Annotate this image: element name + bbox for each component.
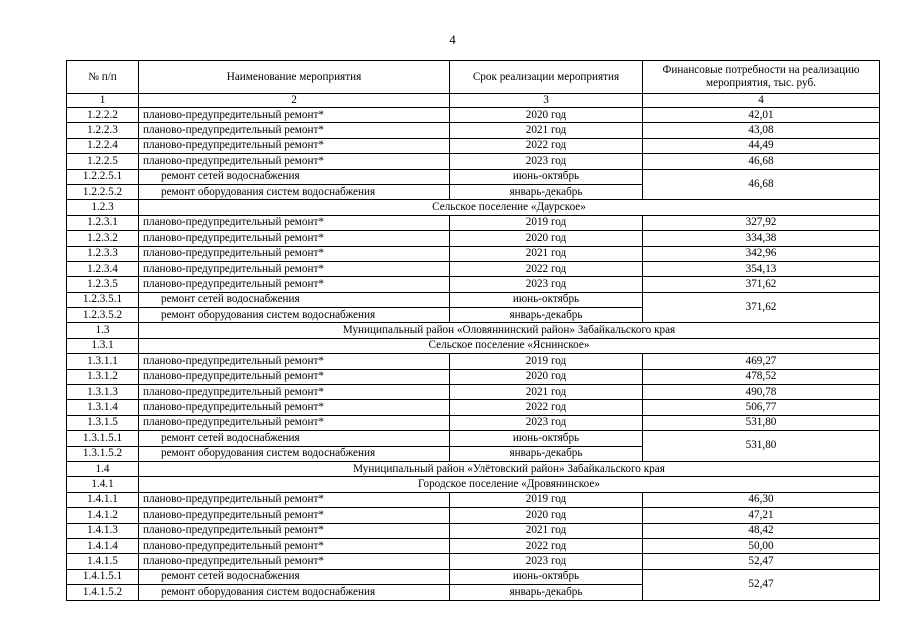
activity-name: ремонт сетей водоснабжения	[139, 292, 450, 307]
activity-term: 2020 год	[450, 231, 643, 246]
activity-finance: 46,30	[643, 492, 880, 507]
activity-name: ремонт сетей водоснабжения	[139, 431, 450, 446]
activity-name: планово-предупредительный ремонт*	[139, 385, 450, 400]
activity-term: январь-декабрь	[450, 585, 643, 600]
row-number: 1.4.1.5.1	[67, 569, 139, 584]
activity-term: июнь-октябрь	[450, 292, 643, 307]
row-number: 1.4.1.4	[67, 538, 139, 553]
activity-finance: 506,77	[643, 400, 880, 415]
row-number: 1.2.2.5.2	[67, 184, 139, 199]
row-number: 1.3.1.5.2	[67, 446, 139, 461]
row-number: 1.4	[67, 461, 139, 476]
column-index: 4	[643, 94, 880, 108]
table-row	[67, 169, 880, 184]
table-row	[67, 369, 880, 384]
column-index-row	[67, 94, 880, 108]
activity-finance: 43,08	[643, 123, 880, 138]
activity-term: 2023 год	[450, 415, 643, 430]
activity-name: ремонт сетей водоснабжения	[139, 569, 450, 584]
table-row	[67, 123, 880, 138]
activity-name: планово-предупредительный ремонт*	[139, 138, 450, 153]
table-row	[67, 508, 880, 523]
table-row	[67, 554, 880, 569]
table-row	[67, 215, 880, 230]
header-name: Наименование мероприятия	[139, 61, 450, 94]
row-number: 1.2.3.2	[67, 231, 139, 246]
activity-term: 2021 год	[450, 246, 643, 261]
activity-finance: 334,38	[643, 231, 880, 246]
activity-name: планово-предупредительный ремонт*	[139, 554, 450, 569]
activity-name: планово-предупредительный ремонт*	[139, 277, 450, 292]
table-row	[67, 354, 880, 369]
activity-name: планово-предупредительный ремонт*	[139, 154, 450, 169]
activity-term: 2022 год	[450, 400, 643, 415]
table-row	[67, 138, 880, 153]
section-title: Сельское поселение «Даурское»	[139, 200, 880, 215]
activities-table	[66, 60, 880, 601]
table-row	[67, 492, 880, 507]
activity-term: 2020 год	[450, 108, 643, 123]
activity-finance: 52,47	[643, 554, 880, 569]
row-number: 1.4.1.2	[67, 508, 139, 523]
row-number: 1.3.1.5.1	[67, 431, 139, 446]
activity-finance: 371,62	[643, 292, 880, 323]
activity-term: 2019 год	[450, 215, 643, 230]
column-index: 3	[450, 94, 643, 108]
section-row	[67, 477, 880, 492]
activity-term: 2020 год	[450, 369, 643, 384]
activity-finance: 490,78	[643, 385, 880, 400]
activity-finance: 50,00	[643, 538, 880, 553]
table-row	[67, 538, 880, 553]
table-row	[67, 277, 880, 292]
activity-term: июнь-октябрь	[450, 431, 643, 446]
activity-term: июнь-октябрь	[450, 169, 643, 184]
row-number: 1.2.2.3	[67, 123, 139, 138]
table-row	[67, 246, 880, 261]
row-number: 1.2.2.2	[67, 108, 139, 123]
activity-finance: 531,80	[643, 415, 880, 430]
row-number: 1.2.2.5	[67, 154, 139, 169]
section-row	[67, 323, 880, 338]
activity-name: планово-предупредительный ремонт*	[139, 400, 450, 415]
row-number: 1.2.2.4	[67, 138, 139, 153]
page-number: 4	[449, 32, 456, 47]
activity-name: планово-предупредительный ремонт*	[139, 108, 450, 123]
row-number: 1.4.1.3	[67, 523, 139, 538]
activity-term: 2020 год	[450, 508, 643, 523]
row-number: 1.4.1.5	[67, 554, 139, 569]
activity-term: январь-декабрь	[450, 446, 643, 461]
activity-term: июнь-октябрь	[450, 569, 643, 584]
row-number: 1.2.3.5.1	[67, 292, 139, 307]
row-number: 1.2.2.5.1	[67, 169, 139, 184]
table-row	[67, 385, 880, 400]
activity-term: 2021 год	[450, 123, 643, 138]
activity-name: ремонт сетей водоснабжения	[139, 169, 450, 184]
table-row	[67, 569, 880, 584]
activity-name: планово-предупредительный ремонт*	[139, 246, 450, 261]
activity-name: ремонт оборудования систем водоснабжения	[139, 446, 450, 461]
section-title: Городское поселение «Дровянинское»	[139, 477, 880, 492]
activity-name: планово-предупредительный ремонт*	[139, 508, 450, 523]
activity-finance: 44,49	[643, 138, 880, 153]
activity-name: ремонт оборудования систем водоснабжения	[139, 308, 450, 323]
row-number: 1.4.1.1	[67, 492, 139, 507]
table-row	[67, 108, 880, 123]
section-title: Муниципальный район «Оловяннинский район» Забайкальского края	[139, 323, 880, 338]
table-row	[67, 415, 880, 430]
activity-finance: 42,01	[643, 108, 880, 123]
column-index: 1	[67, 94, 139, 108]
row-number: 1.3.1	[67, 338, 139, 353]
activity-finance: 354,13	[643, 261, 880, 276]
activity-term: январь-декабрь	[450, 308, 643, 323]
activity-finance: 46,68	[643, 169, 880, 200]
activity-name: планово-предупредительный ремонт*	[139, 492, 450, 507]
row-number: 1.2.3.3	[67, 246, 139, 261]
activity-term: 2021 год	[450, 523, 643, 538]
row-number: 1.3.1.1	[67, 354, 139, 369]
table-header-row	[67, 61, 880, 94]
header-term: Срок реализации мероприятия	[450, 61, 643, 94]
row-number: 1.2.3.5	[67, 277, 139, 292]
header-finance: Финансовые потребности на реализацию мероприятия, тыс. руб.	[643, 61, 880, 94]
activity-term: 2022 год	[450, 538, 643, 553]
activity-finance: 327,92	[643, 215, 880, 230]
activity-name: ремонт оборудования систем водоснабжения	[139, 585, 450, 600]
column-index: 2	[139, 94, 450, 108]
row-number: 1.2.3.5.2	[67, 308, 139, 323]
activity-name: планово-предупредительный ремонт*	[139, 415, 450, 430]
section-row	[67, 200, 880, 215]
activity-name: планово-предупредительный ремонт*	[139, 538, 450, 553]
activity-term: 2021 год	[450, 385, 643, 400]
activity-finance: 48,42	[643, 523, 880, 538]
activity-term: 2023 год	[450, 554, 643, 569]
activity-name: планово-предупредительный ремонт*	[139, 261, 450, 276]
table-row	[67, 400, 880, 415]
activity-term: 2023 год	[450, 277, 643, 292]
section-row	[67, 338, 880, 353]
activity-name: ремонт оборудования систем водоснабжения	[139, 184, 450, 199]
table-row	[67, 231, 880, 246]
activity-finance: 478,52	[643, 369, 880, 384]
activity-name: планово-предупредительный ремонт*	[139, 123, 450, 138]
activity-term: 2019 год	[450, 492, 643, 507]
section-row	[67, 461, 880, 476]
activity-term: 2023 год	[450, 154, 643, 169]
activity-term: январь-декабрь	[450, 184, 643, 199]
table-row	[67, 154, 880, 169]
activity-name: планово-предупредительный ремонт*	[139, 369, 450, 384]
activity-finance: 342,96	[643, 246, 880, 261]
row-number: 1.3.1.4	[67, 400, 139, 415]
activity-finance: 531,80	[643, 431, 880, 462]
row-number: 1.4.1.5.2	[67, 585, 139, 600]
row-number: 1.4.1	[67, 477, 139, 492]
row-number: 1.2.3.4	[67, 261, 139, 276]
activity-finance: 47,21	[643, 508, 880, 523]
activity-term: 2019 год	[450, 354, 643, 369]
table-row	[67, 292, 880, 307]
activity-finance: 469,27	[643, 354, 880, 369]
activity-term: 2022 год	[450, 138, 643, 153]
activity-name: планово-предупредительный ремонт*	[139, 523, 450, 538]
section-title: Сельское поселение «Яснинское»	[139, 338, 880, 353]
row-number: 1.2.3.1	[67, 215, 139, 230]
header-num: № п/п	[67, 61, 139, 94]
row-number: 1.3.1.5	[67, 415, 139, 430]
table-row	[67, 261, 880, 276]
row-number: 1.2.3	[67, 200, 139, 215]
activity-name: планово-предупредительный ремонт*	[139, 354, 450, 369]
row-number: 1.3	[67, 323, 139, 338]
row-number: 1.3.1.3	[67, 385, 139, 400]
activity-finance: 52,47	[643, 569, 880, 600]
activity-name: планово-предупредительный ремонт*	[139, 215, 450, 230]
activity-finance: 371,62	[643, 277, 880, 292]
activity-term: 2022 год	[450, 261, 643, 276]
table-row	[67, 523, 880, 538]
table-row	[67, 431, 880, 446]
activity-name: планово-предупредительный ремонт*	[139, 231, 450, 246]
row-number: 1.3.1.2	[67, 369, 139, 384]
section-title: Муниципальный район «Улётовский район» Забайкальского края	[139, 461, 880, 476]
activity-finance: 46,68	[643, 154, 880, 169]
